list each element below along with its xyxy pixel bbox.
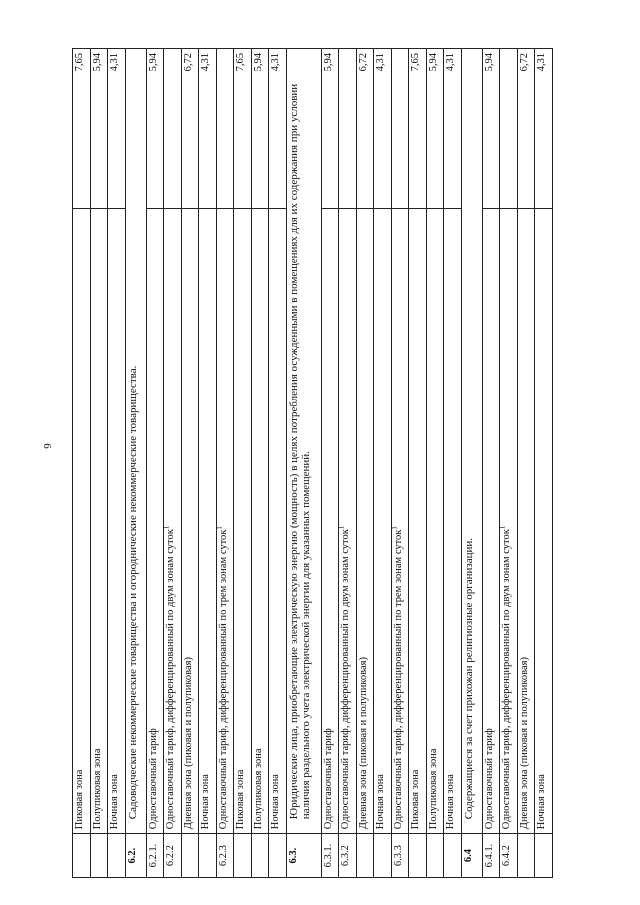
row-name-text: Содержащиеся за счет прихожан религиозные организации. — [462, 538, 475, 820]
row-name — [391, 208, 409, 833]
row-name — [146, 208, 164, 833]
row-name — [286, 49, 321, 834]
row-number — [517, 834, 535, 878]
tariff-value: 4,31 — [199, 49, 217, 209]
page-number: 6 — [40, 443, 53, 449]
tariff-value: 7,65 — [234, 49, 252, 209]
row-name — [216, 208, 234, 833]
tariff-value: 6,72 — [356, 49, 374, 209]
row-name-text: Садоводческие некоммерческие товарищества и огороднические некоммерческие товарищества. — [126, 365, 139, 820]
row-name-text: Пиковая зона — [235, 769, 246, 830]
table-row — [108, 49, 126, 878]
tariff-value: 6,72 — [181, 49, 199, 209]
row-name — [199, 208, 217, 833]
row-name-text: Ночная зона — [445, 774, 456, 830]
table-row — [535, 49, 553, 878]
row-name-text: Одноставочный тариф — [322, 728, 334, 830]
row-name-text: Юридические лица, приобретающие электрическую энергию (мощность) в целях потребления осужденными в помещениях для их содержания при условии наличия раздельного учета электрической энергии для указанных помещений. — [287, 83, 312, 820]
row-name-text: Пиковая зона — [74, 769, 85, 830]
tariff-value: 4,31 — [108, 49, 126, 209]
tariff-value: 7,65 — [409, 49, 427, 209]
row-name-text: Пиковая зона — [410, 769, 421, 830]
row-name — [500, 208, 518, 833]
tariff-value: 5,94 — [321, 49, 339, 209]
row-number — [426, 834, 444, 878]
row-name — [374, 208, 392, 833]
table-row — [321, 49, 339, 878]
table-row — [391, 49, 409, 878]
row-name — [73, 208, 91, 833]
table-row — [374, 49, 392, 878]
row-name-text: Ночная зона — [200, 774, 211, 830]
footnote-marker: 1 — [162, 525, 171, 530]
row-number — [181, 834, 199, 878]
row-number: 6.2.3 — [216, 834, 234, 878]
row-name — [409, 208, 427, 833]
row-number — [444, 834, 462, 878]
tariff-value: 4,31 — [444, 49, 462, 209]
row-name-text: Одноставочный тариф, дифференцированный по двум зонам суток — [165, 529, 176, 830]
table-row — [517, 49, 535, 878]
tariff-value: 5,94 — [251, 49, 269, 209]
row-name — [339, 208, 357, 833]
tariff-value — [164, 49, 182, 209]
row-number — [356, 834, 374, 878]
row-name — [181, 208, 199, 833]
row-name — [482, 208, 500, 833]
table-row — [500, 49, 518, 878]
row-name-text: Ночная зона — [109, 774, 120, 830]
row-name — [356, 208, 374, 833]
table-row — [356, 49, 374, 878]
row-number: 6.2.1. — [146, 834, 164, 878]
row-name-text: Ночная зона — [375, 774, 386, 830]
row-name-text: Полупиковая зона — [427, 748, 439, 830]
row-number: 6.3.1. — [321, 834, 339, 878]
row-name-text: Полупиковая зона — [91, 748, 103, 830]
row-number: 6.2. — [125, 834, 146, 878]
row-number — [234, 834, 252, 878]
footnote-marker: 1 — [337, 525, 346, 530]
row-name — [251, 208, 269, 833]
table-row — [444, 49, 462, 878]
table-row — [426, 49, 444, 878]
row-name-text: Ночная зона — [270, 774, 281, 830]
row-name-text: Полупиковая зона — [252, 748, 264, 830]
row-number: 6.2.2 — [164, 834, 182, 878]
tariff-value — [339, 49, 357, 209]
section-row — [125, 49, 146, 878]
row-name — [269, 208, 287, 833]
row-number: 6.4.2 — [500, 834, 518, 878]
table-row — [90, 49, 108, 878]
tariff-value: 7,65 — [73, 49, 91, 209]
footnote-marker: 1 — [498, 525, 507, 530]
table-row — [339, 49, 357, 878]
row-name-text: Одноставочный тариф — [147, 728, 159, 830]
row-name — [444, 208, 462, 833]
tariff-value: 5,94 — [426, 49, 444, 209]
tariff-value: 4,31 — [535, 49, 553, 209]
footnote-marker: 1 — [215, 526, 223, 530]
row-number — [251, 834, 269, 878]
row-number: 6.4.1. — [482, 834, 500, 878]
row-number: 6.3.2 — [339, 834, 357, 878]
tariff-table — [72, 48, 553, 878]
table-row — [164, 49, 182, 878]
footnote-marker: 1 — [390, 526, 398, 530]
row-number: 6.3.3 — [391, 834, 409, 878]
table-row — [251, 49, 269, 878]
tariff-value: 6,72 — [517, 49, 535, 209]
tariff-value — [391, 49, 409, 209]
row-name-text: Одноставочный тариф, дифференцированный по трем зонам суток — [392, 529, 404, 830]
row-number — [409, 834, 427, 878]
table-row — [234, 49, 252, 878]
tariff-value — [500, 49, 518, 209]
table-row — [181, 49, 199, 878]
row-name-text: Ночная зона — [536, 774, 547, 830]
row-number: 6.4 — [461, 834, 482, 878]
row-number — [90, 834, 108, 878]
section-row — [461, 49, 482, 878]
table-row — [216, 49, 234, 878]
tariff-value: 5,94 — [146, 49, 164, 209]
row-name — [535, 208, 553, 833]
row-name — [426, 208, 444, 833]
tariff-value: 5,94 — [482, 49, 500, 209]
table-row — [409, 49, 427, 878]
row-number — [374, 834, 392, 878]
row-name-text: Дневная зона (пиковая и полупиковая) — [518, 657, 530, 830]
row-name — [164, 208, 182, 833]
section-row — [286, 49, 321, 878]
row-name — [234, 208, 252, 833]
row-number: 6.3. — [286, 834, 321, 878]
table-row — [73, 49, 91, 878]
tariff-table-body — [73, 49, 553, 878]
row-name — [90, 208, 108, 833]
row-name — [517, 208, 535, 833]
row-name-text: Одноставочный тариф, дифференцированный по двум зонам суток — [501, 529, 512, 830]
tariff-value: 4,31 — [269, 49, 287, 209]
row-number — [73, 834, 91, 878]
row-number — [199, 834, 217, 878]
tariff-value: 5,94 — [90, 49, 108, 209]
row-number — [108, 834, 126, 878]
row-name — [125, 49, 146, 834]
row-name — [461, 49, 482, 834]
row-name-text: Одноставочный тариф, дифференцированный по трем зонам суток — [217, 529, 229, 830]
row-number — [535, 834, 553, 878]
table-row — [199, 49, 217, 878]
row-name-text: Одноставочный тариф — [483, 728, 495, 830]
row-name-text: Одноставочный тариф, дифференцированный по двум зонам суток — [340, 529, 351, 830]
row-name-text: Дневная зона (пиковая и полупиковая) — [182, 657, 194, 830]
tariff-table-rotated — [72, 48, 612, 878]
row-name-text: Дневная зона (пиковая и полупиковая) — [357, 657, 369, 830]
table-row — [269, 49, 287, 878]
row-number — [269, 834, 287, 878]
table-row — [482, 49, 500, 878]
row-name — [321, 208, 339, 833]
tariff-value: 4,31 — [374, 49, 392, 209]
row-name — [108, 208, 126, 833]
table-row — [146, 49, 164, 878]
tariff-value — [216, 49, 234, 209]
